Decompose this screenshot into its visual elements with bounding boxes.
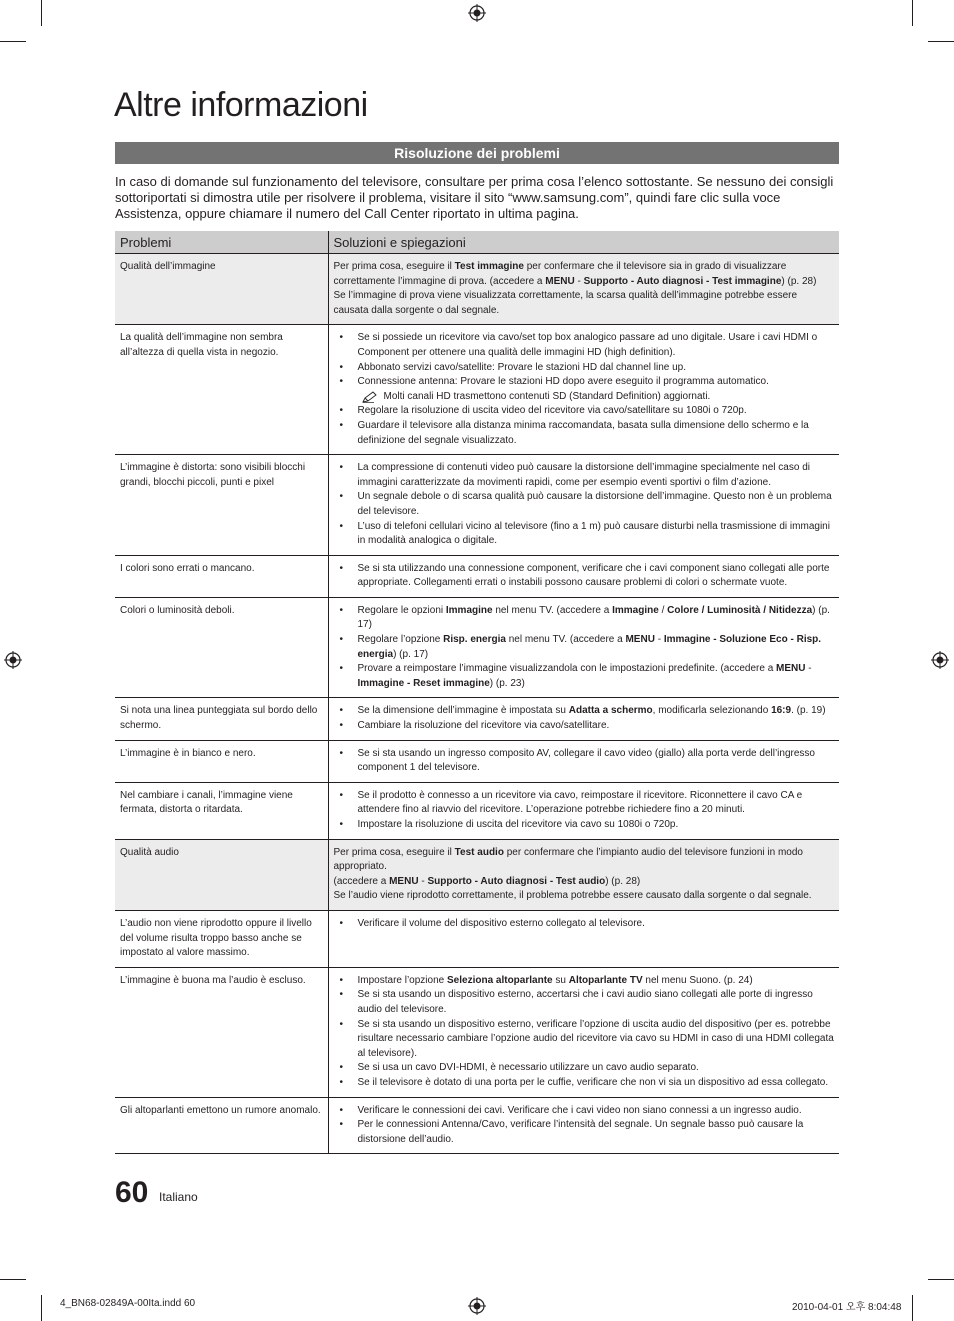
pencil-note-icon	[362, 391, 378, 403]
solution-cell	[328, 967, 839, 1097]
list-item: • La compressione di contenuti video può causare la distorsione dell’immagine specialmente nel caso di immagini caratterizzate da movimenti rapidi, come per esempio eventi sportivi o film d’azione.	[334, 461, 835, 490]
table-row	[115, 597, 839, 698]
list-item: • Provare a reimpostare l’immagine visualizzandola con le impostazioni predefinite. (accedere a MENU - Immagine - Reset immagine) (p. 23)	[334, 662, 835, 691]
problem-cell: Qualità dell’immagine	[115, 254, 328, 325]
crop-mark	[41, 0, 42, 26]
page-language: Italiano	[159, 1190, 198, 1204]
table-row	[115, 254, 839, 325]
page-number: 60	[115, 1176, 149, 1209]
solution-cell	[328, 325, 839, 455]
list-item: • Per le connessioni Antenna/Cavo, verificare l’intensità del segnale. Un segnale basso può causare la distorsione dell’audio.	[334, 1118, 835, 1147]
list-item: • Verificare il volume del dispositivo esterno collegato al televisore.	[334, 917, 835, 932]
problem-cell: Colori o luminosità deboli.	[115, 597, 328, 698]
solution-cell	[328, 555, 839, 597]
list-item: • Regolare le opzioni Immagine nel menu TV. (accedere a Immagine / Colore / Luminosità / Nitidezza) (p. 17)	[334, 604, 835, 633]
list-item: • Impostare la risoluzione di uscita del ricevitore via cavo su 1080i o 720p.	[334, 818, 835, 833]
list-item: • Impostare l’opzione Seleziona altoparlante su Altoparlante TV nel menu Suono. (p. 24)	[334, 974, 835, 989]
list-item: • Se la dimensione dell’immagine è impostata su Adatta a schermo, modificarla selezionando 16:9. (p. 19)	[334, 704, 835, 719]
crop-mark	[912, 0, 913, 26]
problem-cell: Gli altoparlanti emettono un rumore anomalo.	[115, 1097, 328, 1154]
solution-cell	[328, 910, 839, 967]
problem-cell: Qualità audio	[115, 839, 328, 910]
solution-cell	[328, 1097, 839, 1154]
crop-mark	[912, 1295, 913, 1321]
intro-paragraph: In caso di domande sul funzionamento del televisore, consultare per prima cosa l’elenco sottostante. Se nessuno dei consigli sottoriportati si dimostra utile per risolvere il problema, visitare il sito “www.samsung.com”, quindi fare clic sulla voce Assistenza, oppure chiamare il numero del Call Center riportato in ultima pagina.	[115, 174, 834, 221]
table-row	[115, 325, 839, 455]
list-item: • Se il prodotto è connesso a un ricevitore via cavo, reimpostare il ricevitore. Riconnettere il cavo CA e attendere fino al riavvio del ricevitore. L’operazione potrebbe richiedere fino a 20 minuti.	[334, 789, 835, 818]
problem-cell: L’audio non viene riprodotto oppure il livello del volume risulta troppo basso anche se impostato al valore massimo.	[115, 910, 328, 967]
note: Molti canali HD trasmettono contenuti SD (Standard Definition) aggiornati.	[334, 390, 835, 405]
table-row	[115, 782, 839, 839]
table-row	[115, 455, 839, 556]
list-item: • Se il televisore è dotato di una porta per le cuffie, verificare che non vi sia un dispositivo ad essa collegato.	[334, 1076, 835, 1091]
solution-cell: Per prima cosa, eseguire il Test audio per confermare che l’impianto audio del televisore funzioni in modo appropriato. (accedere a MENU - Supporto - Auto diagnosi - Test audio) (p. 28) Se l’audio viene riprodotto correttamente, il problema potrebbe essere causato dalla sorgente o dal segnale.	[328, 839, 839, 910]
solution-cell	[328, 597, 839, 698]
table-row	[115, 910, 839, 967]
solution-cell	[328, 698, 839, 740]
solution-cell	[328, 782, 839, 839]
list-item: • Regolare l’opzione Risp. energia nel menu TV. (accedere a MENU - Immagine - Soluzione Eco - Risp. energia) (p. 17)	[334, 633, 835, 662]
page-title: Altre informazioni	[114, 86, 368, 124]
list-item: • Un segnale debole o di scarsa qualità può causare la distorsione dell’immagine. Questo non è un problema del televisore.	[334, 490, 835, 519]
solution-cell	[328, 455, 839, 556]
list-item: • Guardare il televisore alla distanza minima raccomandata, basata sulla dimensione dello schermo e la definizione del segnale visualizzato.	[334, 419, 835, 448]
section-title: Risoluzione dei problemi	[115, 142, 839, 164]
problem-cell: Si nota una linea punteggiata sul bordo dello schermo.	[115, 698, 328, 740]
problem-cell: L’immagine è buona ma l’audio è escluso.	[115, 967, 328, 1097]
problem-cell: I colori sono errati o mancano.	[115, 555, 328, 597]
table-row	[115, 698, 839, 740]
table-row	[115, 555, 839, 597]
crop-mark	[41, 1295, 42, 1321]
list-item: • Verificare le connessioni dei cavi. Verificare che i cavi video non siano connessi a un ingresso audio.	[334, 1104, 835, 1119]
table-row	[115, 1097, 839, 1154]
header-problems: Problemi	[115, 231, 328, 254]
slug-filename: 4_BN68-02849A-00Ita.indd 60	[60, 1298, 196, 1309]
list-item: • Se si usa un cavo DVI-HDMI, è necessario utilizzare un cavo audio separato.	[334, 1061, 835, 1076]
table-header-row	[115, 231, 839, 254]
list-item: • Cambiare la risoluzione del ricevitore via cavo/satellitare.	[334, 719, 835, 734]
table-row	[115, 740, 839, 782]
problem-cell: La qualità dell’immagine non sembra all’altezza di quella vista in negozio.	[115, 325, 328, 455]
crop-mark	[0, 41, 26, 42]
list-item: • Connessione antenna: Provare le stazioni HD dopo avere eseguito il programma automatico.	[334, 375, 835, 390]
list-item: • Se si possiede un ricevitore via cavo/set top box analogico passare ad uno digitale. Usare i cavi HDMI o Component per ottenere una qualità delle immagini HD (high definition).	[334, 331, 835, 360]
registration-mark-icon	[931, 651, 949, 669]
solution-cell	[328, 740, 839, 782]
header-solutions: Soluzioni e spiegazioni	[328, 231, 839, 254]
crop-mark	[928, 1279, 954, 1280]
registration-mark-icon	[468, 1297, 486, 1315]
solution-cell: Per prima cosa, eseguire il Test immagine per confermare che il televisore sia in grado di visualizzare correttamente l’immagine di prova. (accedere a MENU - Supporto - Auto diagnosi - Test immagine) (p. 28) Se l’immagine di prova viene visualizzata correttamente, la scarsa qualità dell’immagine potrebbe essere causata dalla sorgente o dal segnale.	[328, 254, 839, 325]
list-item: • Se si sta usando un ingresso composito AV, collegare il cavo video (giallo) alla porta verde dell’ingresso component 1 del televisore.	[334, 747, 835, 776]
crop-mark	[0, 1279, 26, 1280]
registration-mark-icon	[4, 651, 22, 669]
slug-date: 2010-04-01 오후 8:04:48	[792, 1302, 902, 1313]
list-item: • Se si sta usando un dispositivo esterno, accertarsi che i cavi audio siano collegati alle porte di ingresso audio del televisore.	[334, 988, 835, 1017]
list-item: • Regolare la risoluzione di uscita video del ricevitore via cavo/satellitare su 1080i o 720p.	[334, 404, 835, 419]
problem-cell: L’immagine è distorta: sono visibili blocchi grandi, blocchi piccoli, punti e pixel	[115, 455, 328, 556]
list-item: • Se si sta usando un dispositivo esterno, verificare l’opzione di uscita audio del dispositivo (per es. potrebbe risultare necessario cambiare l’opzione audio del ricevitore via cavo su HDMI in caso di una HDMI collegata al televisore).	[334, 1018, 835, 1062]
registration-mark-icon	[468, 4, 486, 22]
table-row	[115, 839, 839, 910]
problem-cell: L’immagine è in bianco e nero.	[115, 740, 328, 782]
list-item: • L’uso di telefoni cellulari vicino al televisore (fino a 1 m) può causare disturbi nella trasmissione di immagini in modalità analogica o digitale.	[334, 520, 835, 549]
table-row	[115, 967, 839, 1097]
problem-cell: Nel cambiare i canali, l’immagine viene fermata, distorta o ritardata.	[115, 782, 328, 839]
list-item: • Se si sta utilizzando una connessione component, verificare che i cavi component siano collegati alle porte appropriate. Collegamenti errati o instabili possono causare problemi di colori o schermate vuote.	[334, 562, 835, 591]
crop-mark	[928, 41, 954, 42]
troubleshooting-table	[115, 231, 839, 1154]
list-item: • Abbonato servizi cavo/satellite: Provare le stazioni HD dal channel line up.	[334, 361, 835, 376]
